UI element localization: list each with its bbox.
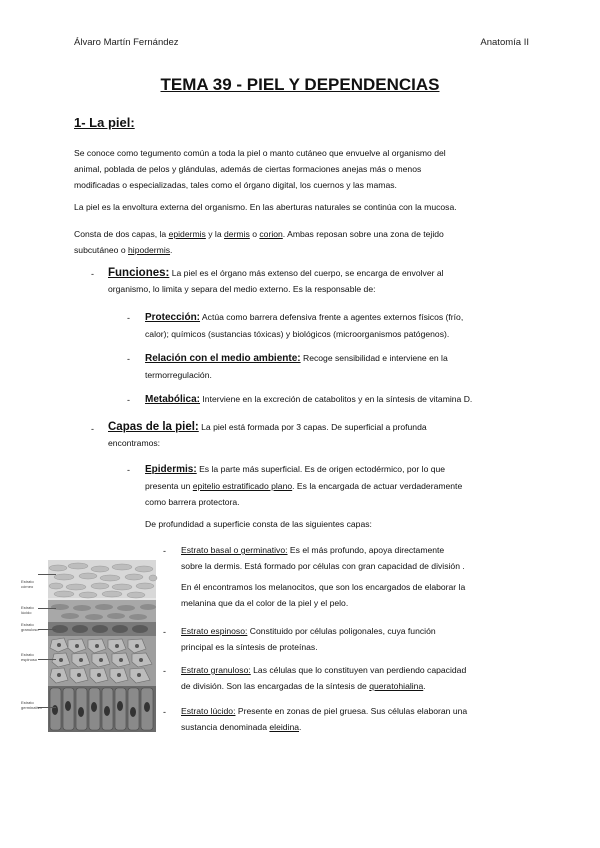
- estrato-espinoso-heading: Estrato espinoso:: [181, 626, 248, 636]
- figure-label-corneo: Estrato córneo: [21, 579, 34, 589]
- figure-leader-line: [38, 707, 56, 708]
- bullet-dash: -: [163, 666, 166, 676]
- figure-leader-line: [38, 574, 56, 575]
- relacion-block: Relación con el medio ambiente: Recoge sensibilidad e interviene en la termorregulación.: [145, 353, 448, 380]
- capas-heading: Capas de la piel:: [108, 421, 199, 433]
- estrato-granuloso-block: Estrato granuloso: Las células que lo constituyen van perdiendo capacidad de división. Son las encargadas de la síntesis de queratohialina.: [181, 665, 467, 691]
- figure-leader-line: [38, 608, 56, 609]
- page-title: TEMA 39 - PIEL Y DEPENDENCIAS: [160, 75, 440, 94]
- estrato-basal-heading: Estrato basal o germinativo:: [181, 545, 288, 555]
- epidermis-intro: De profundidad a superficie consta de las siguientes capas:: [145, 519, 372, 529]
- paragraph-envoltura: La piel es la envoltura externa del organismo. En las aberturas naturales se continúa con la mucosa.: [74, 202, 457, 212]
- figure-leader-line: [38, 629, 56, 630]
- metabolica-block: Metabólica: Interviene en la excreción de catabolitos y en la síntesis de vitamina D.: [145, 394, 473, 405]
- paragraph-intro: Se conoce como tegumento común a toda la piel o manto cutáneo que envuelve al organismo del animal, poblada de pelos y glándulas, además de ciertas formaciones anejas más o menos modificadas o especializadas, tales como el órgano digital, los cuernos y las mamas.: [74, 148, 446, 190]
- figure-label-lucido: Estrato lúcido: [21, 605, 34, 615]
- paragraph-capas: Consta de dos capas, la epidermis y la dermis o corion. Ambas reposan sobre una zona de tejido subcutáneo o hipodermis.: [74, 229, 444, 255]
- estrato-basal-block: Estrato basal o germinativo: Es el más profundo, apoya directamente sobre la dermis. Está formado por células con gran capacidad de división . En él encontramos los melanocitos, que son los encargados de elaborar la melanina que da el color de la piel y el pelo.: [181, 545, 466, 608]
- epidermis-figure: [8, 560, 158, 735]
- estrato-granuloso-heading: Estrato granuloso:: [181, 665, 251, 675]
- section-heading: 1- La piel:: [74, 115, 135, 130]
- epidermis-heading: Epidermis:: [145, 464, 197, 475]
- header-subject: Anatomía II: [480, 37, 529, 48]
- funciones-heading: Funciones:: [108, 267, 170, 279]
- bullet-dash: -: [163, 627, 166, 637]
- bullet-dash: -: [91, 269, 94, 279]
- capas-block: Capas de la piel: La piel está formada por 3 capas. De superficial a profunda encontramos:: [108, 421, 427, 448]
- estrato-lucido-block: Estrato lúcido: Presente en zonas de piel gruesa. Sus células elaboran una sustancia denominada eleidina.: [181, 706, 468, 732]
- epidermis-block: Epidermis: Es la parte más superficial. Es de origen ectodérmico, por lo que presenta un epitelio estratificado plano. Es la encargada de actuar verdaderamente como barrera protectora.: [145, 464, 463, 507]
- figure-label-espinoso: Estrato espinoso: [21, 652, 38, 662]
- figure-label-granuloso: Estrato granuloso: [21, 622, 39, 632]
- proteccion-heading: Protección:: [145, 312, 201, 323]
- header-author: Álvaro Martín Fernández: [74, 37, 179, 48]
- estrato-espinoso-block: Estrato espinoso: Constituido por células poligonales, cuya función principal es la síntesis de proteínas.: [181, 626, 436, 652]
- figure-leader-line: [38, 659, 56, 660]
- bullet-dash: -: [127, 354, 130, 364]
- funciones-block: Funciones: La piel es el órgano más extenso del cuerpo, se encarga de envolver al organismo, lo limita y separa del medio externo. Es la responsable de:: [108, 267, 444, 294]
- estrato-lucido-heading: Estrato lúcido:: [181, 706, 236, 716]
- proteccion-block: Protección: Actúa como barrera defensiva frente a agentes externos físicos (frío, calor); químicos (sustancias tóxicas) y biológicos (microorganismos patógenos).: [145, 312, 464, 339]
- bullet-dash: -: [127, 313, 130, 323]
- bullet-dash: -: [163, 707, 166, 717]
- bullet-dash: -: [127, 465, 130, 475]
- bullet-dash: -: [91, 424, 94, 434]
- figure-label-basal: Estrato germinativo: [21, 700, 42, 710]
- metabolica-heading: Metabólica:: [145, 394, 201, 405]
- bullet-dash: -: [127, 395, 130, 405]
- bullet-dash: -: [163, 546, 166, 556]
- relacion-heading: Relación con el medio ambiente:: [145, 353, 301, 364]
